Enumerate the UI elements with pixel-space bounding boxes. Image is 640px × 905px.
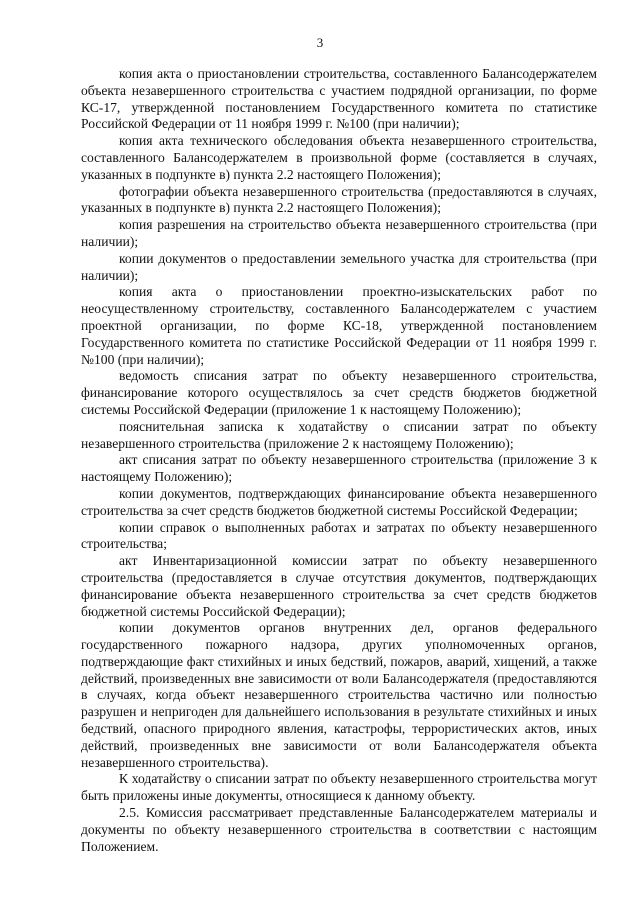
paragraph-inventory-commission-act: акт Инвентаризационной комиссии затрат по объекту незавершенного строительства (предоставляется в случае отсутствия документов, подтверждающих финансирование объекта незавершенного строительства за счет средств бюджетов бюджетной системы Российской Федерации); xyxy=(81,553,597,619)
paragraph-photographs: фотографии объекта незавершенного строительства (предоставляются в случаях, указанных в подпункте в) пункта 2.2 настоящего Положения); xyxy=(81,183,597,216)
paragraph-ks17-act: копия акта о приостановлении строительства, составленного Балансодержателем объекта незавершенного строительства с участием подрядной организации, по форме КС-17, утвержденной постановлением Государственного комитета по статистике Российской Федерации от 11 ноября 1999 г. №100 (при наличии); xyxy=(81,66,597,132)
paragraph-write-off-statement: ведомость списания затрат по объекту незавершенного строительства, финансирование которого осуществлялось за счет средств бюджетов бюджетной системы Российской Федерации (приложение 1 к настоящему Положению); xyxy=(81,368,597,417)
paragraph-other-documents: К ходатайству о списании затрат по объекту незавершенного строительства могут быть приложены иные документы, относящиеся к данному объекту. xyxy=(81,771,597,804)
paragraph-work-certificates: копии справок о выполненных работах и затратах по объекту незавершенного строительства; xyxy=(81,519,597,552)
page-number: 3 xyxy=(316,35,324,50)
paragraph-construction-permit: копия разрешения на строительство объекта незавершенного строительства (при наличии); xyxy=(81,217,597,249)
paragraph-authority-documents: копии документов органов внутренних дел, органов федерального государственного пожарного надзора, других уполномоченных органов, подтверждающие факт стихийных и иных бедствий, пожаров, аварий, хищений, а также действий, произведенных вне зависимости от воли Балансодержателя (предоставляются в случаях, когда объект незавершенного строительства частично или полностью разрушен и непригоден для дальнейшего использования в результате стихийных и иных бедствий, опасного природного явления, катастрофы, террористических актов, иных действий, произведенных вне зависимости от воли Балансодержателя объекта незавершенного строительства). xyxy=(81,620,597,770)
paragraph-section-2-5: 2.5. Комиссия рассматривает представленные Балансодержателем материалы и документы по объекту незавершенного строительства в соответствии с настоящим Положением. xyxy=(81,805,597,854)
document-body xyxy=(81,66,597,855)
paragraph-financing-documents: копии документов, подтверждающих финансирование объекта незавершенного строительства за счет средств бюджетов бюджетной системы Российской Федерации; xyxy=(81,485,597,518)
paragraph-explanatory-note: пояснительная записка к ходатайству о списании затрат по объекту незавершенного строительства (приложение 2 к настоящему Положению); xyxy=(81,418,597,451)
paragraph-write-off-act: акт списания затрат по объекту незавершенного строительства (приложение 3 к настоящему Положению); xyxy=(81,452,597,485)
paragraph-technical-inspection-act: копия акта технического обследования объекта незавершенного строительства, составленного Балансодержателем в произвольной форме (составляется в случаях, указанных в подпункте в) пункта 2.2 настоящего Положения); xyxy=(81,133,597,182)
paragraph-ks18-act: копия акта о приостановлении проектно-изыскательских работ по неосуществленному строительству, составленного Балансодержателем с участием проектной организации, по форме КС-18, утвержденной постановлением Государственного комитета по статистике Российской Федерации от 11 ноября 1999 г. №100 (при наличии); xyxy=(81,284,597,367)
paragraph-land-plot-documents: копии документов о предоставлении земельного участка для строительства (при наличии); xyxy=(81,250,597,283)
